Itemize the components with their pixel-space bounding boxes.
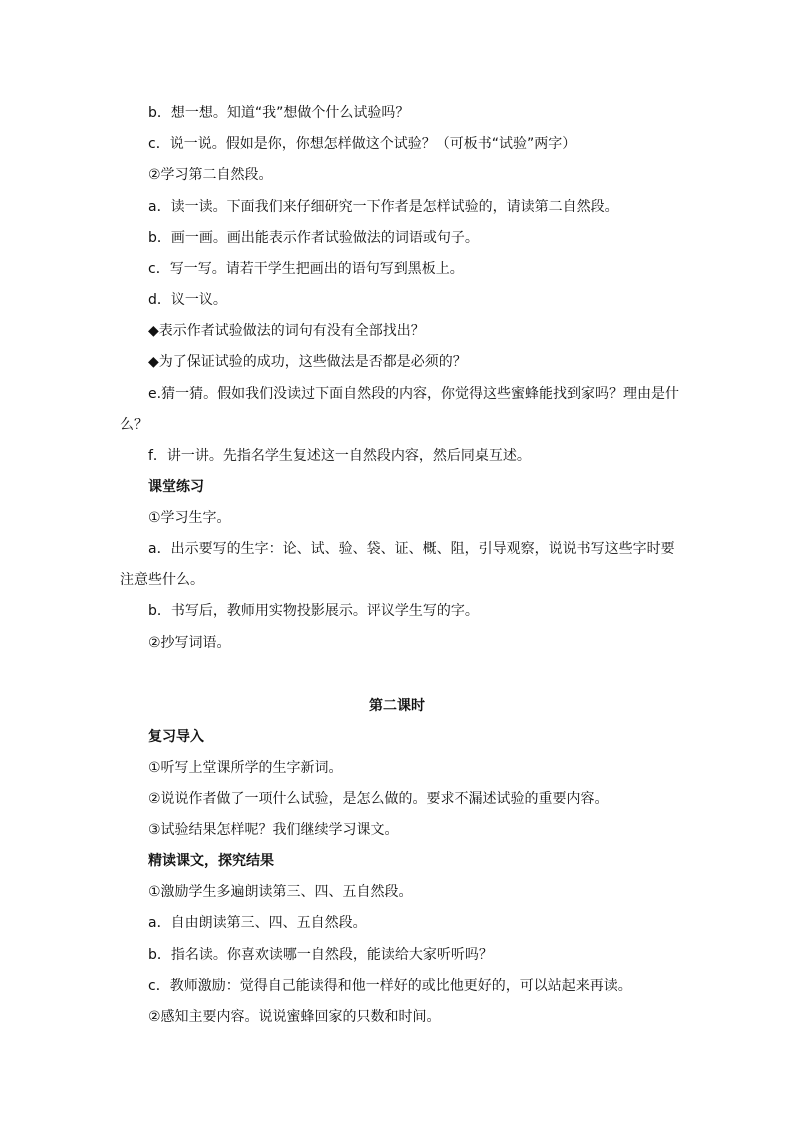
text-line: a．读一读。下面我们来仔细研究一下作者是怎样试验的，请读第二自然段。 <box>148 199 619 215</box>
text-line: ①激励学生多遍朗读第三、四、五自然段。 <box>148 884 413 900</box>
text-line: ◆为了保证试验的成功，这些做法是否都是必须的？ <box>148 354 467 370</box>
text-line: a．自由朗读第三、四、五自然段。 <box>148 915 367 931</box>
text-line: ①学习生字。 <box>148 510 231 526</box>
section-heading: 复习导入 <box>148 729 204 745</box>
text-line: 么？ <box>120 417 148 433</box>
text-line: ②感知主要内容。说说蜜蜂回家的只数和时间。 <box>148 1009 441 1025</box>
text-line: c．说一说。假如是你，你想怎样做这个试验？（可板书“试验”两字） <box>148 136 577 152</box>
text-line: ②说说作者做了一项什么试验，是怎么做的。要求不漏述试验的重要内容。 <box>148 791 609 807</box>
section-heading: 课堂练习 <box>148 479 204 495</box>
text-line: c．写一写。请若干学生把画出的语句写到黑板上。 <box>148 261 464 277</box>
lesson-title: 第二课时 <box>369 698 425 714</box>
section-heading: 精读课文，探究结果 <box>148 853 274 869</box>
text-line: f．讲一讲。先指名学生复述这一自然段内容，然后同桌互述。 <box>148 448 531 464</box>
text-line: b．画一画。画出能表示作者试验做法的词语或句子。 <box>148 230 479 246</box>
text-line: ②学习第二自然段。 <box>148 167 273 183</box>
text-line: b．想一想。知道“我”想做个什么试验吗？ <box>148 105 410 121</box>
text-line: c．教师激励：觉得自己能读得和他一样好的或比他更好的，可以站起来再读。 <box>148 978 632 994</box>
text-line: b．指名读。你喜欢读哪一自然段，能读给大家听听吗？ <box>148 947 493 963</box>
text-line: e.猜一猜。假如我们没读过下面自然段的内容，你觉得这些蜜蜂能找到家吗？理由是什 <box>148 386 680 402</box>
text-line: ②抄写词语。 <box>148 635 231 651</box>
text-line: ◆表示作者试验做法的词句有没有全部找出？ <box>148 323 425 339</box>
text-line: d．议一议。 <box>148 292 227 308</box>
text-line: a．出示要写的生字：论、试、验、袋、证、概、阻，引导观察，说说书写这些字时要 <box>148 541 675 557</box>
text-line: ①听写上堂课所学的生字新词。 <box>148 760 343 776</box>
text-line: b．书写后，教师用实物投影展示。评议学生写的字。 <box>148 603 479 619</box>
text-line: ③试验结果怎样呢？我们继续学习课文。 <box>148 822 399 838</box>
text-line: 注意些什么。 <box>120 572 204 588</box>
